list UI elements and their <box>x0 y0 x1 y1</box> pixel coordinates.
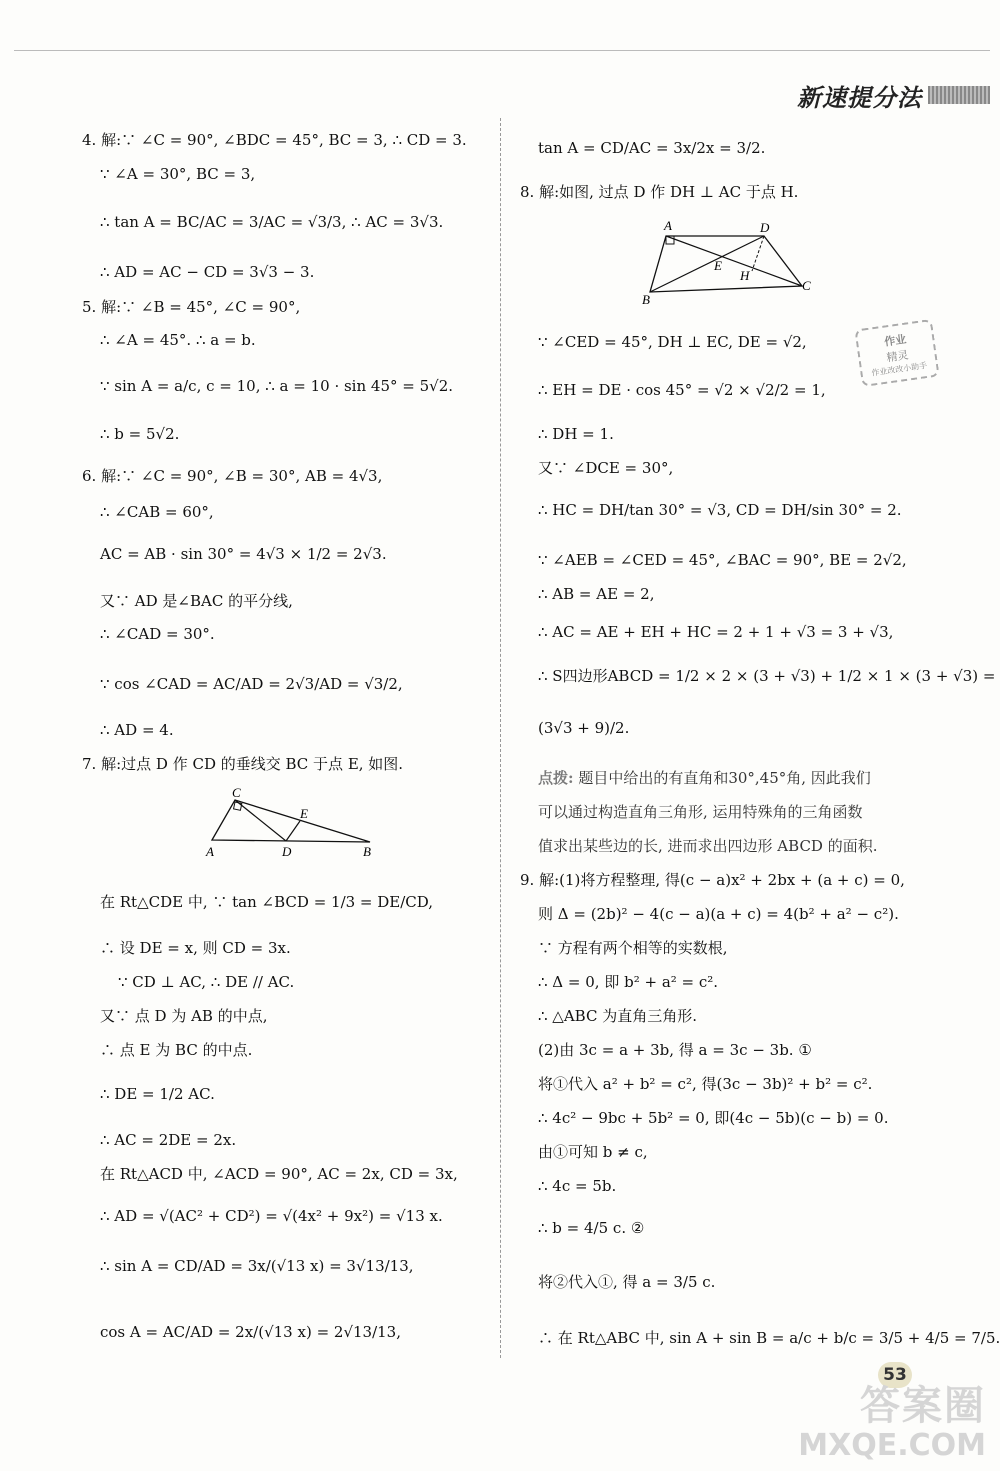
text-line: ∴ 在 Rt△ABC 中, sin A + sin B = a/c + b/c = 3/5 + 4/5 = 7/5. <box>538 1329 1000 1347</box>
text-line: 5. 解:∵ ∠B = 45°, ∠C = 90°, <box>82 298 301 316</box>
text-line: ∴ DH = 1. <box>538 425 614 443</box>
text-line: ∴ 设 DE = x, 则 CD = 3x. <box>100 939 291 957</box>
stamp-line: 精灵 <box>885 348 910 365</box>
text-line: ∴ b = 5√2. <box>100 425 180 443</box>
watermark-url: MXQE.COM <box>798 1428 986 1463</box>
text-line: ∴ tan A = BC/AC = 3/AC = √3/3, ∴ AC = 3√3. <box>100 213 444 231</box>
brand-bar <box>928 86 990 104</box>
text-line: 又∵ 点 D 为 AB 的中点, <box>100 1007 268 1025</box>
text-line: 则 Δ = (2b)² − 4(c − a)(a + c) = 4(b² + a² − c²). <box>538 905 899 923</box>
hint-line: 可以通过构造直角三角形, 运用特殊角的三角函数 <box>538 803 863 821</box>
text-line: ∵ ∠AEB = ∠CED = 45°, ∠BAC = 90°, BE = 2√2, <box>538 551 907 569</box>
fig7-label-D: D <box>282 844 292 859</box>
hint-text: 题目中给出的有直角和30°,45°角, 因此我们 <box>578 769 871 787</box>
fig7-label-B: B <box>363 844 371 859</box>
text-line: ∴ DE = 1/2 AC. <box>100 1085 215 1103</box>
text-line: 又∵ AD 是∠BAC 的平分线, <box>100 592 293 610</box>
page-number: 53 <box>878 1362 912 1388</box>
text-line: ∴ 点 E 为 BC 的中点. <box>100 1041 253 1059</box>
fig8-label-A: A <box>664 218 672 233</box>
text-line: ∵ ∠CED = 45°, DH ⊥ EC, DE = √2, <box>538 333 807 351</box>
text-line: ∵ sin A = a/c, c = 10, ∴ a = 10 · sin 45° = 5√2. <box>100 377 454 395</box>
text-line: AC = AB · sin 30° = 4√3 × 1/2 = 2√3. <box>100 545 387 563</box>
text-line: ∴ AC = 2DE = 2x. <box>100 1131 237 1149</box>
text-line: ∴ Δ = 0, 即 b² + a² = c². <box>538 973 719 991</box>
fig8-label-D: D <box>760 220 770 235</box>
text-line: cos A = AC/AD = 2x/(√13 x) = 2√13/13, <box>100 1323 401 1341</box>
stamp-logo <box>854 319 939 387</box>
column-divider <box>500 118 501 1358</box>
brand-name: 新速提分法 <box>797 83 922 112</box>
text-line: 又∵ ∠DCE = 30°, <box>538 459 674 477</box>
text-line: ∴ AC = AE + EH + HC = 2 + 1 + √3 = 3 + √3, <box>538 623 894 641</box>
text-line: ∴ ∠CAB = 60°, <box>100 503 214 521</box>
text-line: ∴ 4c² − 9bc + 5b² = 0, 即(4c − 5b)(c − b) = 0. <box>538 1109 889 1127</box>
hint-line <box>538 768 871 788</box>
text-line: ∴ AD = AC − CD = 3√3 − 3. <box>100 263 315 281</box>
text-line: ∴ S四边形ABCD = 1/2 × 2 × (3 + √3) + 1/2 × 1 × (3 + √3) = <box>538 667 996 685</box>
figure-8 <box>634 218 824 306</box>
text-line: 在 Rt△ACD 中, ∠ACD = 90°, AC = 2x, CD = 3x, <box>100 1165 458 1183</box>
fig8-label-H: H <box>740 268 750 283</box>
text-line: ∵ ∠A = 30°, BC = 3, <box>100 165 256 183</box>
text-line: ∴ ∠A = 45°. ∴ a = b. <box>100 331 256 349</box>
text-line: ∴ HC = DH/tan 30° = √3, CD = DH/sin 30° = 2. <box>538 501 902 519</box>
figure-7 <box>200 788 380 868</box>
text-line: (3√3 + 9)/2. <box>538 719 630 737</box>
fig7-label-E: E <box>300 806 308 821</box>
text-line: 由①可知 b ≠ c, <box>538 1143 648 1161</box>
text-line: ∴ AB = AE = 2, <box>538 585 655 603</box>
text-line: 在 Rt△CDE 中, ∵ tan ∠BCD = 1/3 = DE/CD, <box>100 893 434 911</box>
top-rule <box>14 50 990 51</box>
text-line: ∴ AD = 4. <box>100 721 174 739</box>
text-line: 4. 解:∵ ∠C = 90°, ∠BDC = 45°, BC = 3, ∴ CD = 3. <box>82 131 467 149</box>
hint-label: 点拨: <box>538 769 574 787</box>
fig8-label-C: C <box>802 278 811 293</box>
text-line: ∴ 4c = 5b. <box>538 1177 617 1195</box>
fig8-label-B: B <box>642 292 650 306</box>
stamp-line: 作业改改小助手 <box>870 360 928 378</box>
text-line: 9. 解:(1)将方程整理, 得(c − a)x² + 2bx + (a + c) = 0, <box>520 871 905 889</box>
text-line: ∴ b = 4/5 c. ② <box>538 1219 645 1237</box>
watermark-logo: 答案圈 <box>860 1383 986 1429</box>
text-line: 将②代入①, 得 a = 3/5 c. <box>538 1273 716 1291</box>
text-line: ∴ AD = √(AC² + CD²) = √(4x² + 9x²) = √13 x. <box>100 1207 443 1225</box>
text-line: ∵ 方程有两个相等的实数根, <box>538 939 728 957</box>
text-line: 将①代入 a² + b² = c², 得(3c − 3b)² + b² = c². <box>538 1075 873 1093</box>
text-line: ∴ EH = DE · cos 45° = √2 × √2/2 = 1, <box>538 381 826 399</box>
text-line: ∴ △ABC 为直角三角形. <box>538 1007 697 1025</box>
text-line: 7. 解:过点 D 作 CD 的垂线交 BC 于点 E, 如图. <box>82 755 404 773</box>
text-line: ∴ ∠CAD = 30°. <box>100 625 215 643</box>
text-line: ∵ cos ∠CAD = AC/AD = 2√3/AD = √3/2, <box>100 675 403 693</box>
text-line: (2)由 3c = a + 3b, 得 a = 3c − 3b. ① <box>538 1041 812 1059</box>
fig7-label-A: A <box>206 844 214 859</box>
hint-line: 值求出某些边的长, 进而求出四边形 ABCD 的面积. <box>538 837 878 855</box>
text-line: tan A = CD/AC = 3x/2x = 3/2. <box>538 139 766 157</box>
text-line: ∵ CD ⊥ AC, ∴ DE // AC. <box>118 973 295 991</box>
text-line: 8. 解:如图, 过点 D 作 DH ⊥ AC 于点 H. <box>520 183 799 201</box>
stamp-line: 作业 <box>883 332 908 349</box>
brand-header <box>797 78 990 112</box>
fig8-label-E: E <box>714 258 722 273</box>
fig7-label-C: C <box>232 788 241 800</box>
text-line: 6. 解:∵ ∠C = 90°, ∠B = 30°, AB = 4√3, <box>82 467 383 485</box>
text-line: ∴ sin A = CD/AD = 3x/(√13 x) = 3√13/13, <box>100 1257 414 1275</box>
